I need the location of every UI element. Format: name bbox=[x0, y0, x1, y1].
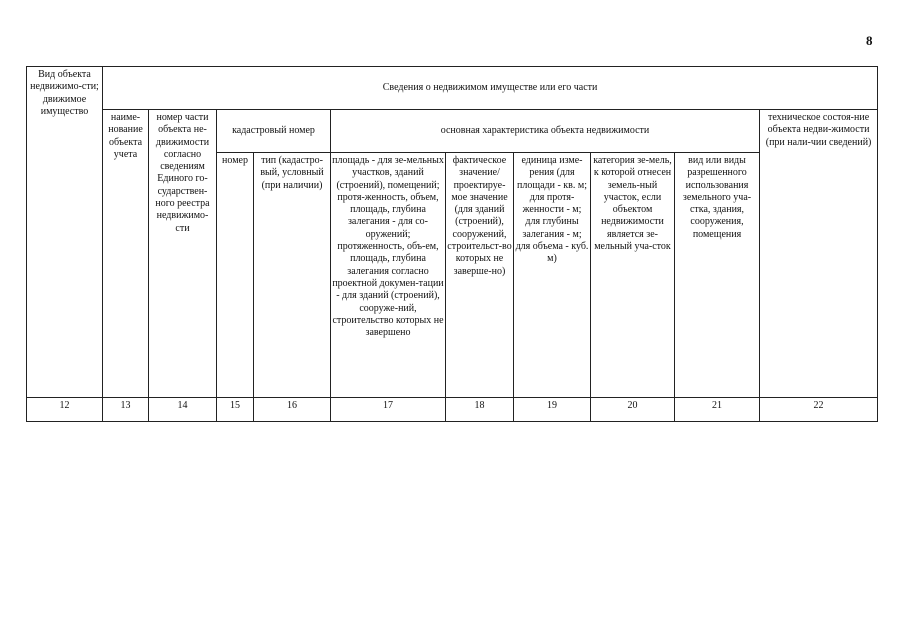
header-row-1 bbox=[27, 67, 878, 110]
header-land-category: категория зе-мель, к которой отнесен земель-ный участок, если объектом недвижимости является зе-мельный уча-сток bbox=[591, 153, 675, 398]
column-number: 14 bbox=[149, 398, 217, 422]
column-number: 20 bbox=[591, 398, 675, 422]
header-unit: единица изме-рения (для площади - кв. м; для протя-женности - м; для глубины залегания - м; для объема - куб. м) bbox=[514, 153, 591, 398]
page-number: 8 bbox=[866, 33, 873, 48]
column-number: 18 bbox=[446, 398, 514, 422]
column-number: 19 bbox=[514, 398, 591, 422]
column-number: 12 bbox=[27, 398, 103, 422]
header-number: номер bbox=[217, 153, 254, 398]
header-main-char: основная характеристика объекта недвижимости bbox=[331, 110, 760, 153]
header-part-number: номер части объекта не-движимости согласно сведениям Единого го-сударствен-ного реестра недвижимо-сти bbox=[149, 110, 217, 398]
header-actual-value: фактическое значение/ проектируе-мое значение (для зданий (строений), сооружений, строительст-во которых не заверше-но) bbox=[446, 153, 514, 398]
column-number: 13 bbox=[103, 398, 149, 422]
header-row-2 bbox=[27, 110, 878, 153]
header-area: площадь - для зе-мельных участков, зданий (строений), помещений; протя-женность, объем, площадь, глубина залегания - для со-оружений; протяженность, объ-ем, площадь, глубина залегания согласно проектной докумен-тации - для зданий (строений), сооруже-ний, строительство которых не завершено bbox=[331, 153, 446, 398]
header-use-type: вид или виды разрешенного использования земельного уча-стка, здания, сооружения, помещения bbox=[675, 153, 760, 398]
column-number-row bbox=[27, 398, 878, 422]
property-table bbox=[26, 66, 878, 422]
header-name: наиме-нование объекта учета bbox=[103, 110, 149, 398]
column-number: 16 bbox=[254, 398, 331, 422]
header-technical-state: техническое состоя-ние объекта недви-жимости (при нали-чии сведений) bbox=[760, 110, 878, 398]
header-cadastral: кадастровый номер bbox=[217, 110, 331, 153]
header-property-info: Сведения о недвижимом имуществе или его части bbox=[103, 67, 878, 110]
column-number: 17 bbox=[331, 398, 446, 422]
column-number: 15 bbox=[217, 398, 254, 422]
column-number: 22 bbox=[760, 398, 878, 422]
column-number: 21 bbox=[675, 398, 760, 422]
header-object-type: Вид объекта недвижимо-сти; движимое имущество bbox=[27, 67, 103, 398]
header-cadastral-type: тип (кадастро-вый, условный (при наличии) bbox=[254, 153, 331, 398]
